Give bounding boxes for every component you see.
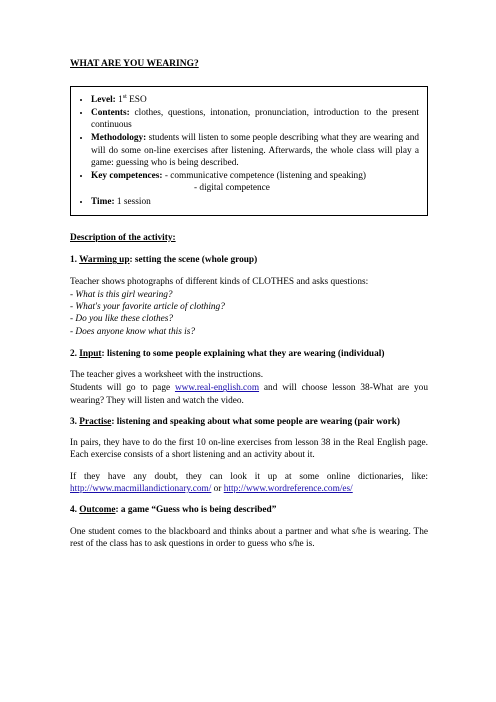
document-page [70,58,428,559]
paragraph: Students will go to page www.real-english.com and will choose lesson 38-What are you wearing? They will listen and watch the video. [70,383,428,406]
paragraph: In pairs, they have to do the first 10 on-line exercises from lesson 38 in the Real English page. Each exercise consists of a short listening and an activity about it. [70,438,428,461]
wordreference-link[interactable]: http://www.wordreference.com/es/ [223,484,353,494]
section-heading-practise: 3. Practise: listening and speaking about what some people are wearing (pair work) [70,416,400,427]
summary-competences: • Key competences: - communicative competence (listening and speaking) - digital competence [91,170,419,195]
section-heading-warming-up: 1. Warming up: setting the scene (whole group) [70,255,258,266]
summary-list [77,94,419,208]
question-list [70,289,428,338]
question-item: - What is this girl wearing? [70,289,173,300]
section-heading-input: 2. Input: listening to some people explaining what they are wearing (individual) [70,348,385,359]
summary-time: • Time: 1 session [91,196,419,208]
question-item: - What's your favorite article of clothing? [70,302,225,313]
page-title: WHAT ARE YOU WEARING? [70,59,199,69]
summary-box [70,86,428,216]
macmillan-dictionary-link[interactable]: http://www.macmillandictionary.com/ [70,484,212,494]
question-item: - Do you like these clothes? [70,314,174,325]
summary-methodology: • Methodology: students will listen to some people describing what they are wearing and will do some on-line exercises after listening. Afterwards, the whole class will play a game: guessing who is being described. [91,132,419,169]
paragraph: Teacher shows photographs of different kinds of CLOTHES and asks questions: [70,276,369,287]
paragraph: One student comes to the blackboard and thinks about a partner and what s/he is wearing. The rest of the class has to ask questions in order to guess who s/he is. [70,526,428,549]
real-english-link[interactable]: www.real-english.com [174,383,260,394]
paragraph: If they have any doubt, they can look it up at some online dictionaries, like: http://www.macmillandictionary.com/ or http://www.wordreference.com/es/ [70,471,428,494]
section-heading-outcome: 4. Outcome: a game “Guess who is being described” [70,505,277,516]
question-item: - Does anyone know what this is? [70,326,195,337]
summary-level: • Level: 1st ESO [91,94,419,106]
paragraph: The teacher gives a worksheet with the instructions. [70,370,264,381]
summary-contents: • Contents: clothes, questions, intonation, pronunciation, introduction to the present continuous [91,107,419,132]
description-title: Description of the activity: [70,233,176,244]
